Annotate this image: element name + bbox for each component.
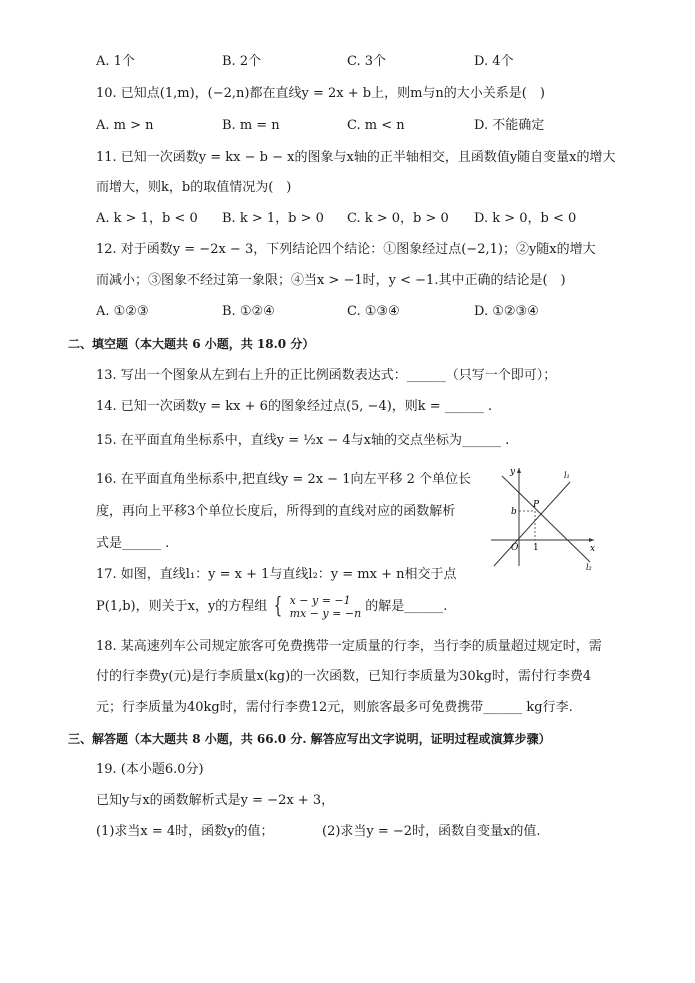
q15-text: 15. 在平面直角坐标系中，直线y = ½x − 4与x轴的交点坐标为______ .	[96, 433, 510, 448]
system-eq1: x − y = −1	[289, 594, 351, 607]
intersecting-lines-figure	[486, 462, 601, 572]
q13-text: 13. 写出一个图象从左到右上升的正比例函数表达式：______（只写一个即可）；	[96, 368, 557, 383]
section2-header	[68, 334, 314, 354]
q11-option-b: B. k > 1，b > 0	[222, 211, 324, 226]
section3-header	[68, 729, 551, 749]
section3-number: 三、	[68, 732, 93, 746]
q17-line1: 17. 如图，直线l₁：y = x + 1与直线l₂：y = mx + n相交于点	[96, 567, 457, 582]
q9-option-a: A. 1个	[96, 54, 135, 69]
q19-part2: (2)求当y = −2时，函数自变量x的值.	[322, 824, 541, 839]
origin-label: O	[511, 543, 519, 553]
q19-part1: (1)求当x = 4时，函数y的值；	[96, 824, 274, 839]
one-label: 1	[533, 543, 539, 553]
x-axis-label: x	[590, 544, 596, 554]
b-label: b	[511, 507, 517, 517]
q9-option-d: D. 4个	[474, 54, 514, 69]
q18-line2: 付的行李费y(元)是行李质量x(kg)的一次函数，已知行李质量为30kg时，需付行李费4	[96, 669, 592, 684]
l2-label: l₂	[586, 563, 592, 572]
q12-option-c: C. ①③④	[347, 304, 400, 319]
q12-option-a: A. ①②③	[96, 304, 149, 319]
y-axis-arrow	[517, 468, 521, 473]
section2-title: 填空题	[92, 337, 129, 351]
q19-line1: 已知y与x的函数解析式是y = −2x + 3，	[96, 793, 335, 808]
q10-option-c: C. m < n	[347, 118, 405, 133]
equation-system	[290, 594, 362, 620]
q18-line1: 18. 某高速列车公司规定旅客可免费携带一定质量的行李，当行李的质量超过规定时，需	[96, 639, 602, 654]
q12-stem-line2: 而减小；③图象不经过第一象限；④当x > −1时，y < −1.其中正确的结论是( )	[96, 273, 566, 288]
q17-line2-prefix: P(1,b)，则关于x，y的方程组	[96, 599, 268, 614]
q16-line3: 式是______ .	[96, 536, 170, 551]
q17-line2-suffix: 的解是______.	[365, 599, 448, 614]
section2-note: （本大题共 6 小题，共 18.0 分）	[128, 337, 315, 351]
q14-text: 14. 已知一次函数y = kx + 6的图象经过点(5, −4)，则k = ______ .	[96, 399, 493, 414]
q18-line3: 元；行李质量为40kg时，需付行李费12元，则旅客最多可免费携带______ kg行李.	[96, 700, 573, 715]
point-p-label: P	[533, 500, 540, 510]
q10-option-a: A. m > n	[96, 118, 154, 133]
q10-stem: 10. 已知点(1,m)，(−2,n)都在直线y = 2x + b上，则m与n的大小关系是( )	[96, 86, 545, 101]
q19-header: 19. (本小题6.0分)	[96, 762, 204, 777]
system-eq2: mx − y = −n	[289, 607, 362, 620]
q10-option-b: B. m = n	[222, 118, 280, 133]
q11-stem-line1: 11. 已知一次函数y = kx − b − x的图象与x轴的正半轴相交，且函数值y随自变量x的增大	[96, 150, 616, 165]
line-l1	[494, 482, 570, 566]
q9-option-c: C. 3个	[347, 54, 387, 69]
q11-option-a: A. k > 1，b < 0	[96, 211, 198, 226]
x-axis-arrow	[589, 538, 594, 542]
l1-label: l₁	[564, 471, 570, 480]
q17-line2	[96, 592, 447, 626]
q16-line1: 16. 在平面直角坐标系中,把直线y = 2x − 1向左平移 2 个单位长	[96, 472, 472, 487]
section3-note: （本大题共 8 小题，共 66.0 分. 解答应写出文字说明，证明过程或演算步骤）	[128, 732, 551, 746]
q12-stem-line1: 12. 对于函数y = −2x − 3，下列结论四个结论：①图象经过点(−2,1)；②y随x的增大	[96, 242, 596, 257]
q11-stem-line2: 而增大，则k，b的取值情况为( )	[96, 180, 292, 195]
q10-option-d: D. 不能确定	[474, 118, 545, 133]
q11-option-d: D. k > 0，b < 0	[474, 211, 577, 226]
q12-option-d: D. ①②③④	[474, 304, 539, 319]
q16-line2: 度，再向上平移3个单位长度后，所得到的直线对应的函数解析	[96, 504, 456, 519]
q12-option-b: B. ①②④	[222, 304, 275, 319]
q11-option-c: C. k > 0，b > 0	[347, 211, 449, 226]
system-brace: {	[274, 594, 283, 619]
q9-option-b: B. 2个	[222, 54, 262, 69]
section2-number: 二、	[68, 337, 93, 351]
section3-title: 解答题	[92, 732, 129, 746]
y-axis-label: y	[510, 467, 516, 477]
